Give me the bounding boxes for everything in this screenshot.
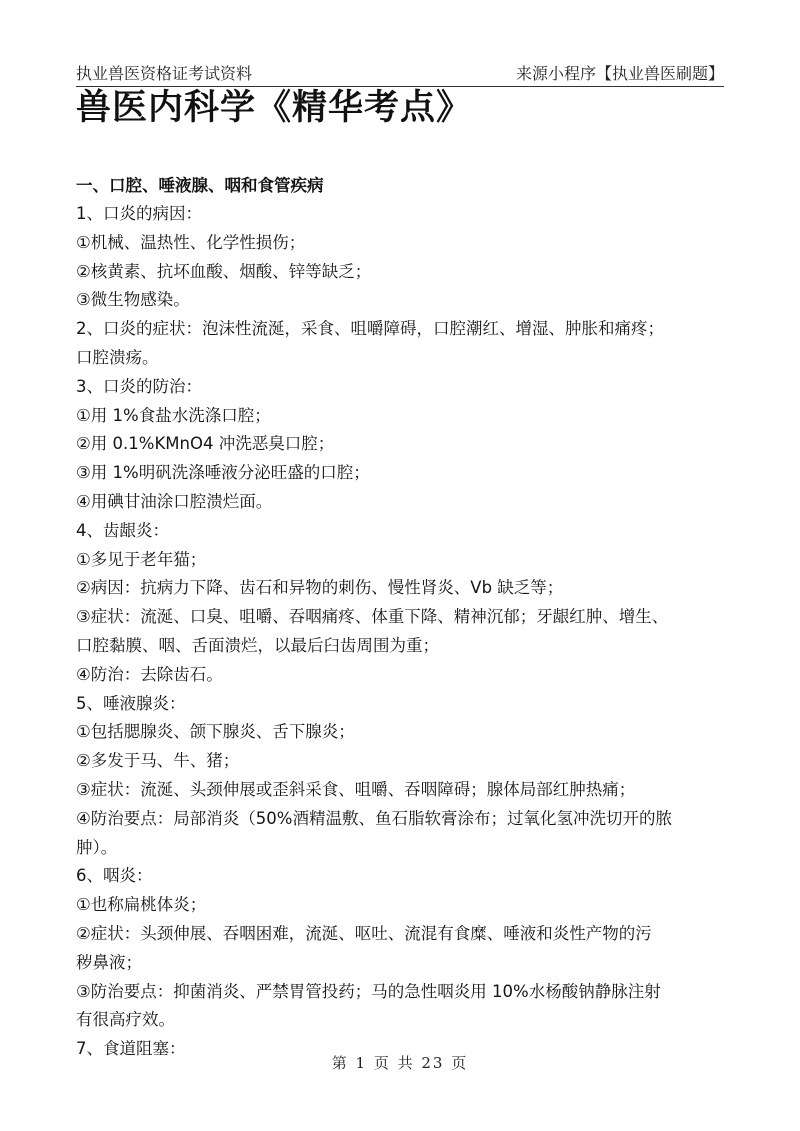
section-heading: 一、口腔、唾液腺、咽和食管疾病 <box>76 176 324 195</box>
text-line: ②病因：抗病力下降、齿石和异物的刺伤、慢性肾炎、Vb 缺乏等； <box>76 578 564 598</box>
text-line: ③微生物感染。 <box>76 290 190 310</box>
text-line: 肿）。 <box>76 837 118 857</box>
text-line: ③症状：流涎、口臭、咀嚼、吞咽痛疼、体重下降、精神沉郁；牙龈红肿、增生、 <box>76 607 669 627</box>
text-line: ①机械、温热性、化学性损伤； <box>76 232 306 252</box>
text-line: ④防治：去除齿石。 <box>76 664 223 684</box>
content-lines <box>76 200 724 1064</box>
document-body <box>76 172 724 1064</box>
text-line: 1、口炎的病因： <box>76 204 202 223</box>
text-line: 5、唾液腺炎： <box>76 693 186 713</box>
text-line: ③防治要点：抑菌消炎、严禁胃管投药；马的急性咽炎用 10%水杨酸钠静脉注射 <box>76 981 661 1001</box>
text-line: ①用 1%食盐水洗涤口腔； <box>76 405 271 425</box>
text-line: 2、口炎的症状：泡沫性流涎，采食、咀嚼障碍，口腔潮红、增湿、肿胀和痛疼； <box>76 319 664 339</box>
text-line: ①包括腮腺炎、颌下腺炎、舌下腺炎； <box>76 722 355 742</box>
text-line: 3、口炎的防治： <box>76 376 202 396</box>
page-footer: 第 1 页 共 23 页 <box>331 1054 469 1072</box>
text-line: ②核黄素、抗坏血酸、烟酸、锌等缺乏； <box>76 261 372 281</box>
text-line: 口腔黏膜、咽、舌面溃烂，以最后臼齿周围为重； <box>76 635 439 655</box>
page-title: 兽医内科学《精华考点》 <box>76 88 473 128</box>
header-left-text: 执业兽医资格证考试资料 <box>76 64 253 83</box>
text-line: ②多发于马、牛、猪； <box>76 751 240 771</box>
text-line: ④防治要点：局部消炎（50%酒精温敷、鱼石脂软膏涂布；过氧化氢冲洗切开的脓 <box>76 808 672 828</box>
text-line: 秽鼻液； <box>76 952 142 972</box>
text-line: 6、咽炎： <box>76 866 153 886</box>
text-line: ④用碘甘油涂口腔溃烂面。 <box>76 491 273 511</box>
text-line: 4、齿龈炎： <box>76 520 169 540</box>
text-line: ②用 0.1%KMnO4 冲洗恶臭口腔； <box>76 434 335 454</box>
text-line: ③用 1%明矾洗涤唾液分泌旺盛的口腔； <box>76 463 370 483</box>
header-right-text: 来源小程序【执业兽医刷题】 <box>515 64 724 83</box>
text-line: 有很高疗效。 <box>76 1010 175 1030</box>
text-line: ①也称扁桃体炎； <box>76 895 207 915</box>
text-line: ①多见于老年猫； <box>76 549 207 569</box>
text-line: 口腔溃疡。 <box>76 347 159 367</box>
text-line: 7、食道阻塞： <box>76 1039 186 1059</box>
text-line: ③症状：流涎、头颈伸展或歪斜采食、咀嚼、吞咽障碍；腺体局部红肿热痛； <box>76 779 636 799</box>
page-header <box>76 56 724 87</box>
text-line: ②症状：头颈伸展、吞咽困难，流涎、呕吐、流混有食糜、唾液和炎性产物的污 <box>76 923 652 943</box>
